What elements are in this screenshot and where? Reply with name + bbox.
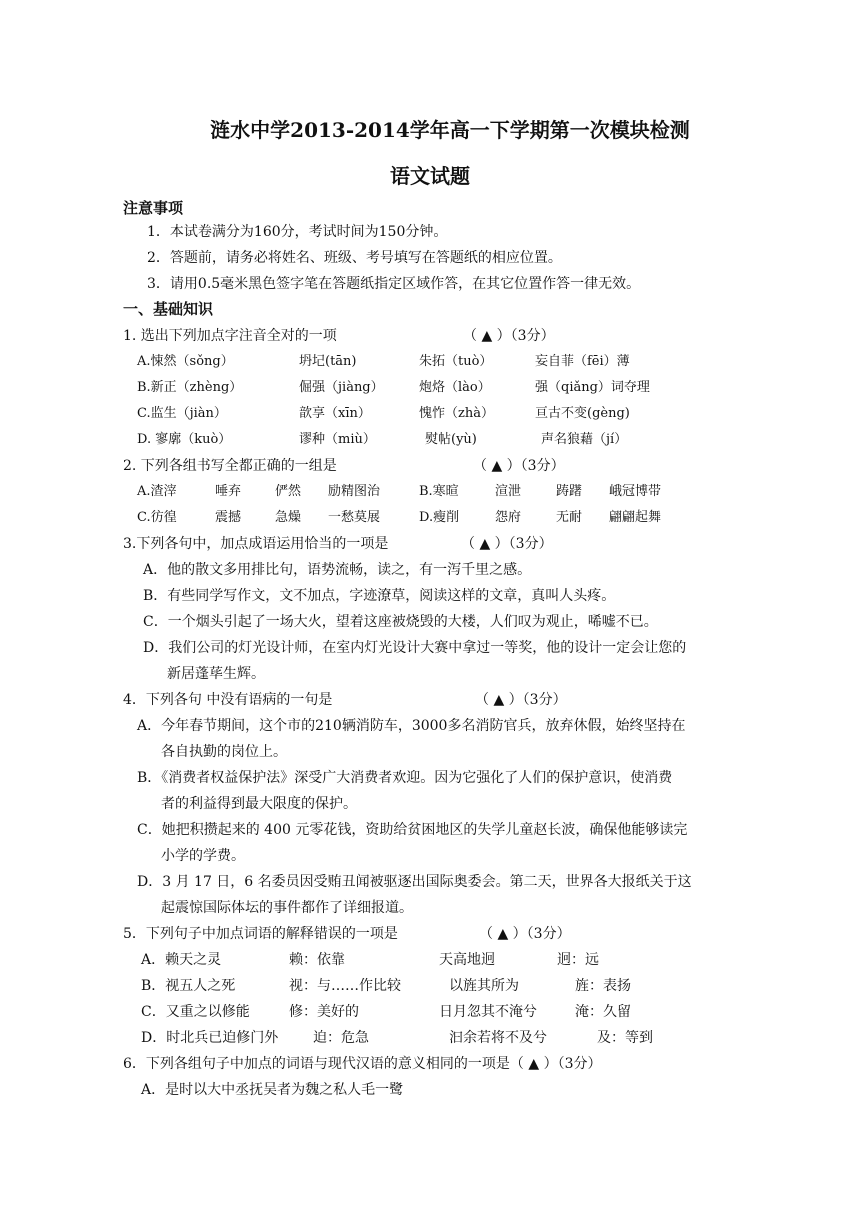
question-2-row: [0, 508, 860, 528]
question-4-option: C．她把积攒起来的 400 元零花钱，资助给贫困地区的失学儿童赵长波，确保他能够读完: [137, 822, 688, 838]
question-3-option: A．他的散文多用排比句，语势流畅，读之，有一泻千里之感。: [143, 562, 532, 578]
option-cell: 妄自菲（fēi）薄: [535, 354, 630, 369]
notice-item: 2．答题前，请务必将姓名、班级、考号填写在答题纸的相应位置。: [147, 250, 562, 266]
option-cell: 倔强（jiàng）: [299, 380, 384, 395]
option-cell: C．又重之以修能: [141, 1004, 250, 1020]
question-3-stem: 3.下列各句中，加点成语运用恰当的一项是: [123, 536, 389, 552]
question-2-mark: （ ▲ ）（3分）: [473, 458, 565, 474]
question-4-mark: （ ▲ ）（3分）: [475, 692, 567, 708]
option-cell: 唾弃: [215, 484, 242, 499]
question-5-row: [0, 976, 860, 996]
question-4-option: D．3 月 17 日，6 名委员因受贿丑闻被驱逐出国际奥委会。第二天，世界各大报纸关于这: [137, 874, 692, 890]
question-3-option: C．一个烟头引起了一场大火，望着这座被烧毁的大楼，人们叹为观止，唏嘘不已。: [143, 614, 658, 630]
question-5-row: [0, 1028, 860, 1048]
option-cell: 旌：表扬: [575, 978, 631, 994]
option-cell: 歆享（xīn）: [299, 406, 371, 421]
option-cell: 迫：危急: [313, 1030, 369, 1046]
option-cell: D.瘦削: [419, 510, 460, 525]
question-4-option-continued: 起震惊国际体坛的事件都作了详细报道。: [161, 900, 413, 916]
question-1-mark: （ ▲ ）（3分）: [463, 328, 555, 344]
question-2-row: [0, 482, 860, 502]
option-cell: 日月忽其不淹兮: [439, 1004, 537, 1020]
option-cell: 坍圮(tān): [299, 354, 357, 369]
option-cell: 踌躇: [556, 484, 583, 499]
option-cell: C.监生（jiàn）: [137, 406, 227, 421]
option-cell: 怨府: [495, 510, 522, 525]
option-cell: 迥：远: [557, 952, 599, 968]
option-cell: 视：与……作比较: [289, 978, 401, 994]
option-cell: A．赖天之灵: [141, 952, 222, 968]
question-1-row: [0, 404, 860, 424]
option-cell: 俨然: [275, 484, 302, 499]
option-cell: 震撼: [215, 510, 242, 525]
question-3-option: B．有些同学写作文，文不加点，字迹潦草，阅读这样的文章，真叫人头疼。: [143, 588, 616, 604]
question-5-row: [0, 950, 860, 970]
option-cell: 熨帖(yù): [425, 432, 477, 447]
option-cell: C.彷徨: [137, 510, 177, 525]
question-1-row: [0, 378, 860, 398]
option-cell: 渲泄: [495, 484, 522, 499]
question-1-row: [0, 430, 860, 450]
question-4-option: A．今年春节期间，这个市的210辆消防车，3000多名消防官兵，放弃休假，始终坚持在: [137, 718, 686, 734]
option-cell: 赖：依靠: [289, 952, 345, 968]
option-cell: 愧怍（zhà）: [419, 406, 494, 421]
option-cell: A.悚然（sǒng）: [137, 354, 234, 369]
option-cell: 炮烙（lào）: [419, 380, 491, 395]
question-4-option-continued: 各自执勤的岗位上。: [161, 744, 287, 760]
option-cell: B.新正（zhèng）: [137, 380, 243, 395]
option-cell: 修：美好的: [289, 1004, 359, 1020]
option-cell: 亘古不变(gèng): [535, 406, 630, 421]
notice-item: 1．本试卷满分为160分，考试时间为150分钟。: [147, 224, 448, 240]
option-cell: 天高地迥: [439, 952, 495, 968]
option-cell: 及：等到: [597, 1030, 653, 1046]
question-1-stem: 1. 选出下列加点字注音全对的一项: [123, 328, 337, 344]
question-5-mark: （ ▲ ）（3分）: [479, 926, 571, 942]
section-heading: 一、基础知识: [123, 300, 214, 318]
exam-subtitle: 语文试题: [390, 164, 470, 188]
option-cell: 声名狼藉（jí）: [541, 432, 628, 447]
question-6-stem: 6．下列各组句子中加点的词语与现代汉语的意义相同的一项是（ ▲ ）（3分）: [123, 1056, 602, 1072]
option-cell: 无耐: [556, 510, 583, 525]
option-cell: 谬种（miù）: [299, 432, 376, 447]
option-cell: B．视五人之死: [141, 978, 236, 994]
question-3-option-continued: 新居蓬荜生辉。: [167, 666, 265, 682]
option-cell: A.渣滓: [137, 484, 177, 499]
option-cell: 峨冠博带: [609, 484, 662, 499]
question-4-option: B．《消费者权益保护法》深受广大消费者欢迎。因为它强化了人们的保护意识，使消费: [137, 770, 673, 786]
option-cell: D．时北兵已迫修门外: [141, 1030, 279, 1046]
question-5-stem: 5．下列句子中加点词语的解释错误的一项是: [123, 926, 398, 942]
question-3-option: D．我们公司的灯光设计师，在室内灯光设计大赛中拿过一等奖，他的设计一定会让您的: [143, 640, 687, 656]
question-2-stem: 2. 下列各组书写全都正确的一组是: [123, 458, 337, 474]
question-5-row: [0, 1002, 860, 1022]
question-4-option-continued: 小学的学费。: [161, 848, 245, 864]
option-cell: 淹：久留: [575, 1004, 631, 1020]
option-cell: 强（qiǎng）词夺理: [535, 380, 650, 395]
option-cell: 以旌其所为: [449, 978, 519, 994]
option-cell: 朱拓（tuò）: [419, 354, 493, 369]
question-4-stem: 4．下列各句 中没有语病的一句是: [123, 692, 333, 708]
option-cell: D. 寥廓（kuò）: [137, 432, 232, 447]
exam-title: 涟水中学2013-2014学年高一下学期第一次模块检测: [210, 118, 690, 142]
option-cell: 翩翩起舞: [609, 510, 662, 525]
question-3-mark: （ ▲ ）（3分）: [461, 536, 553, 552]
question-6-option: A．是时以大中丞抚吴者为魏之私人毛一鹭: [141, 1082, 404, 1098]
option-cell: 励精图治: [328, 484, 381, 499]
notice-item: 3．请用0.5毫米黑色签字笔在答题纸指定区域作答，在其它位置作答一律无效。: [147, 276, 641, 292]
option-cell: 急燥: [275, 510, 302, 525]
option-cell: B.寒暄: [419, 484, 459, 499]
question-1-row: [0, 352, 860, 372]
option-cell: 一愁莫展: [328, 510, 381, 525]
notice-heading: 注意事项: [123, 199, 184, 217]
question-4-option-continued: 者的利益得到最大限度的保护。: [161, 796, 357, 812]
option-cell: 汩余若将不及兮: [449, 1030, 547, 1046]
